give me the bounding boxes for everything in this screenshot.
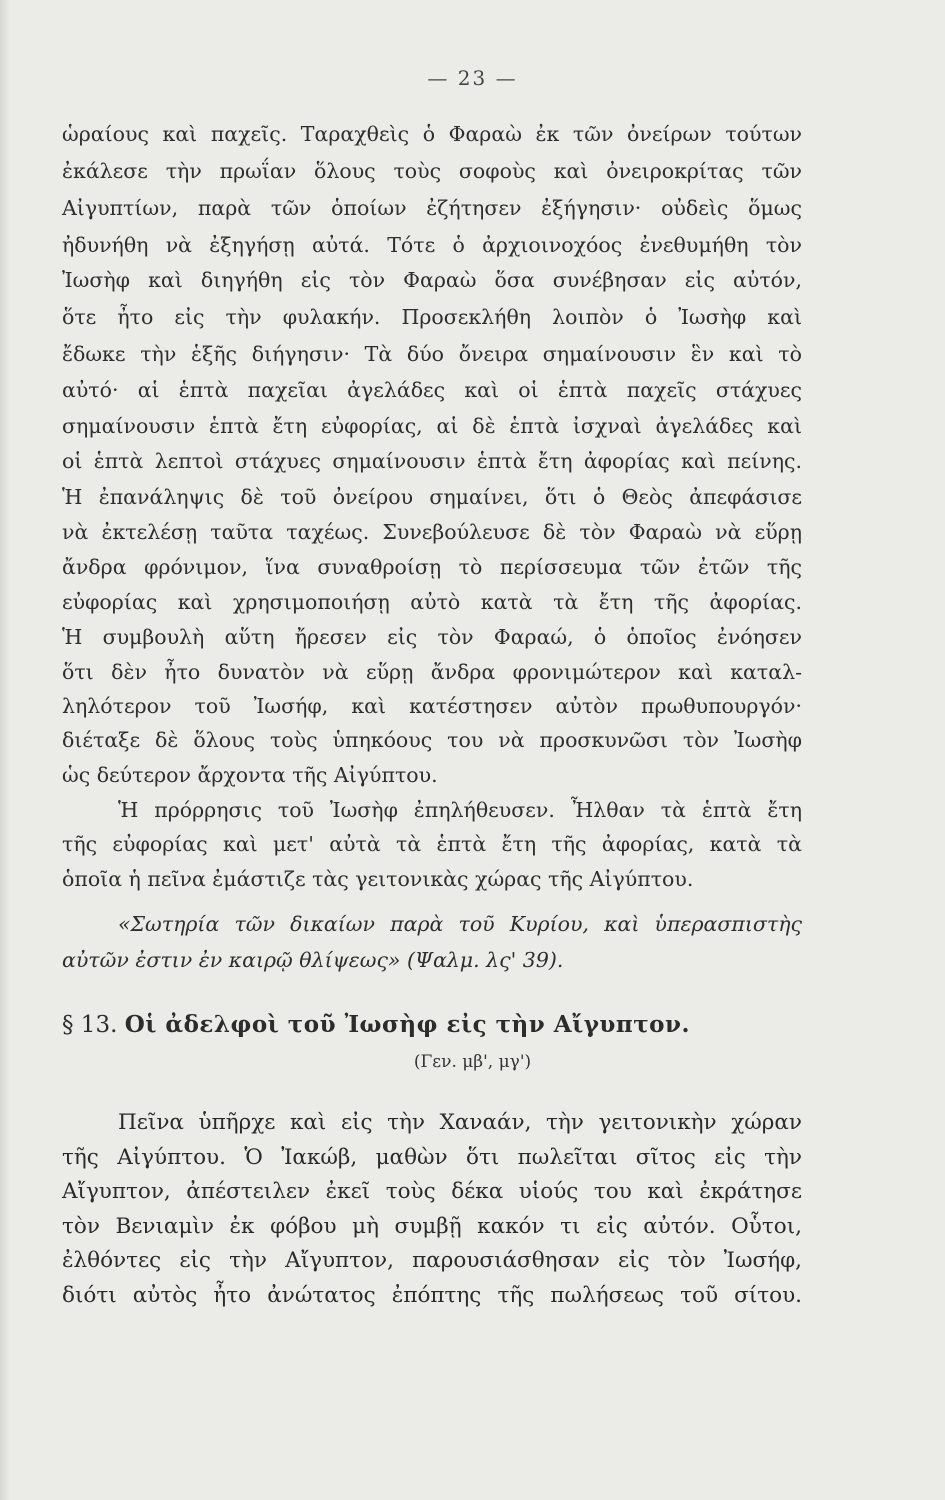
text-line: ὡς δεύτερον ἄρχοντα τῆς Αἰγύπτου. bbox=[62, 763, 438, 787]
section-title: Οἱ ἀδελφοὶ τοῦ Ἰωσὴφ εἰς τὴν Αἴγυπτον. bbox=[124, 1011, 690, 1038]
text-line: Ἡ πρόρρησις τοῦ Ἰωσὴφ ἐπηλήθευσεν. Ἦλθαν τὰ ἑπτὰ ἔτη bbox=[118, 798, 802, 822]
text-line: ἄνδρα φρόνιμον, ἵνα συναθροίσῃ τὸ περίσσευμα τῶν ἐτῶν τῆς bbox=[62, 555, 802, 579]
text-line: ὡραίους καὶ παχεῖς. Ταραχθεὶς ὁ Φαραὼ ἐκ τῶν ὀνείρων τούτων bbox=[62, 122, 802, 146]
text-line: Ἰωσὴφ καὶ διηγήθη εἰς τὸν Φαραὼ ὅσα συνέβησαν εἰς αὐτόν, bbox=[62, 268, 802, 292]
section-heading bbox=[62, 1010, 802, 1040]
page-number: — 23 — bbox=[427, 66, 518, 90]
text-line: τῆς εὐφορίας καὶ μετ' αὐτὰ τὰ ἑπτὰ ἔτη τῆς ἀφορίας, κατὰ τὰ bbox=[62, 832, 802, 856]
text-line: ὅτε ἦτο εἰς τὴν φυλακήν. Προσεκλήθη λοιπὸν ὁ Ἰωσὴφ καὶ bbox=[62, 305, 802, 329]
text-line: ἠδυνήθη νὰ ἐξηγήσῃ αὐτά. Τότε ὁ ἀρχιοινοχόος ἐνεθυμήθη τὸν bbox=[62, 233, 802, 257]
text-line: Ἡ ἐπανάληψις δὲ τοῦ ὀνείρου σημαίνει, ὅτι ὁ Θεὸς ἀπεφάσισε bbox=[62, 485, 802, 509]
text-line: διέταξε δὲ ὅλους τοὺς ὑπηκόους του νὰ προσκυνῶσι τὸν Ἰωσὴφ bbox=[62, 728, 802, 752]
text-line: ἐκάλεσε τὴν πρωΐαν ὅλους τοὺς σοφοὺς καὶ ὀνειροκρίτας τῶν bbox=[62, 159, 802, 183]
text-line: εὐφορίας καὶ χρησιμοποιήσῃ αὐτὸ κατὰ τὰ ἔτη τῆς ἀφορίας. bbox=[62, 590, 802, 614]
scripture-quote: αὐτῶν ἐστιν ἐν καιρῷ θλίψεως» (Ψαλμ. λς' 39). bbox=[62, 948, 564, 972]
text-line: ὅτι δὲν ἦτο δυνατὸν νὰ εὕρῃ ἄνδρα φρονιμώτερον καὶ καταλ- bbox=[62, 660, 802, 684]
text-line: ἐλθόντες εἰς τὴν Αἴγυπτον, παρουσιάσθησαν εἰς τὸν Ἰωσήφ, bbox=[62, 1248, 802, 1273]
bible-reference: (Γεν. μβ', μγ') bbox=[413, 1052, 532, 1072]
text-line: ὁποῖα ἡ πεῖνα ἐμάστιζε τὰς γειτονικὰς χώρας τῆς Αἰγύπτου. bbox=[62, 867, 694, 891]
text-line: οἱ ἑπτὰ λεπτοὶ στάχυες σημαίνουσιν ἑπτὰ ἔτη ἀφορίας καὶ πείνης. bbox=[62, 449, 802, 473]
text-line: νὰ ἐκτελέσῃ ταῦτα ταχέως. Συνεβούλευσε δὲ τὸν Φαραὼ νὰ εὕρῃ bbox=[62, 520, 802, 544]
text-line: αὐτό· αἱ ἑπτὰ παχεῖαι ἀγελάδες καὶ οἱ ἑπτὰ παχεῖς στάχυες bbox=[62, 378, 802, 402]
page-spine-shadow bbox=[0, 0, 10, 1500]
text-line: τῆς Αἰγύπτου. Ὁ Ἰακώβ, μαθὼν ὅτι πωλεῖται σῖτος εἰς τὴν bbox=[62, 1145, 802, 1170]
text-line: τὸν Βενιαμὶν ἐκ φόβου μὴ συμβῇ κακόν τι εἰς αὐτόν. Οὗτοι, bbox=[62, 1214, 802, 1239]
text-line: ἔδωκε τὴν ἑξῆς διήγησιν· Τὰ δύο ὄνειρα σημαίνουσιν ἓν καὶ τὸ bbox=[62, 342, 802, 366]
text-line: Πεῖνα ὑπῆρχε καὶ εἰς τὴν Χαναάν, τὴν γειτονικὴν χώραν bbox=[118, 1110, 802, 1135]
text-line: Ἡ συμβουλὴ αὕτη ἤρεσεν εἰς τὸν Φαραώ, ὁ ὁποῖος ἐνόησεν bbox=[62, 625, 802, 649]
text-line: διότι αὐτὸς ἦτο ἀνώτατος ἐπόπτης τῆς πωλήσεως τοῦ σίτου. bbox=[62, 1283, 802, 1308]
section-number: § 13. bbox=[62, 1012, 118, 1038]
scripture-quote: «Σωτηρία τῶν δικαίων παρὰ τοῦ Κυρίου, καὶ ὑπερασπιστὴς bbox=[118, 912, 802, 936]
text-line: ληλότερον τοῦ Ἰωσήφ, καὶ κατέστησεν αὐτὸν πρωθυπουργόν· bbox=[62, 694, 802, 718]
text-line: Αἰγυπτίων, παρὰ τῶν ὁποίων ἐζήτησεν ἐξήγησιν· οὐδεὶς ὅμως bbox=[62, 196, 802, 220]
text-line: Αἴγυπτον, ἀπέστειλεν ἐκεῖ τοὺς δέκα υἱούς του καὶ ἐκράτησε bbox=[62, 1179, 802, 1204]
text-line: σημαίνουσιν ἑπτὰ ἔτη εὐφορίας, αἱ δὲ ἑπτὰ ἰσχναὶ ἀγελάδες καὶ bbox=[62, 414, 802, 438]
